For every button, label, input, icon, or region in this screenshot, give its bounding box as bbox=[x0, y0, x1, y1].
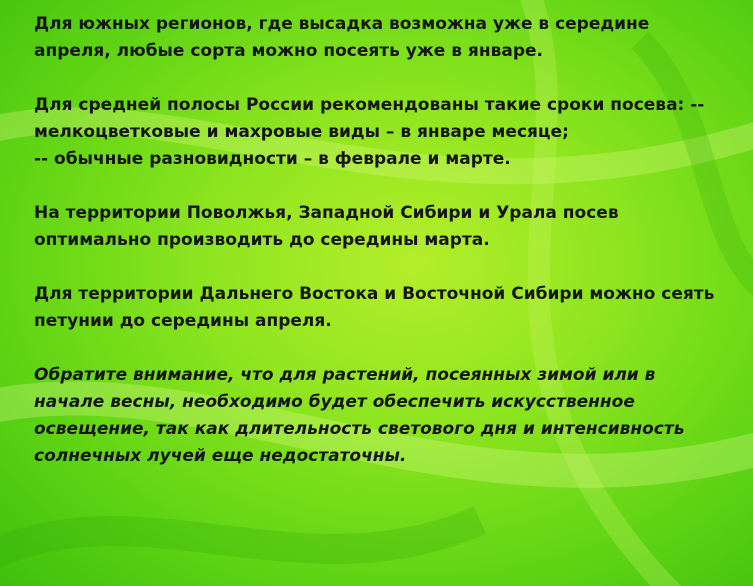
paragraph-lighting-note: Обратите внимание, что для растений, посеянных зимой или в начале весны, необходимо будет обеспечить искусственное освещение, так как длительность светового дня и интенсивность солнечных лучей еще недостаточны. bbox=[34, 365, 685, 466]
article-text bbox=[34, 11, 734, 470]
paragraph-southern-regions: Для южных регионов, где высадка возможна уже в середине апреля, любые сорта можно посеять уже в январе. bbox=[34, 14, 650, 61]
paragraph-volga-siberia-ural: На территории Поволжья, Западной Сибири и Урала посев оптимально производить до середины марта. bbox=[34, 203, 619, 250]
paragraph-far-east: Для территории Дальнего Востока и Восточной Сибири можно сеять петунии до середины апреля. bbox=[34, 284, 715, 331]
paragraph-central-russia: Для средней полосы России рекомендованы такие сроки посева: -- мелкоцветковые и махровые виды – в январе месяце; -- обычные разновидности – в феврале и марте. bbox=[34, 95, 705, 169]
